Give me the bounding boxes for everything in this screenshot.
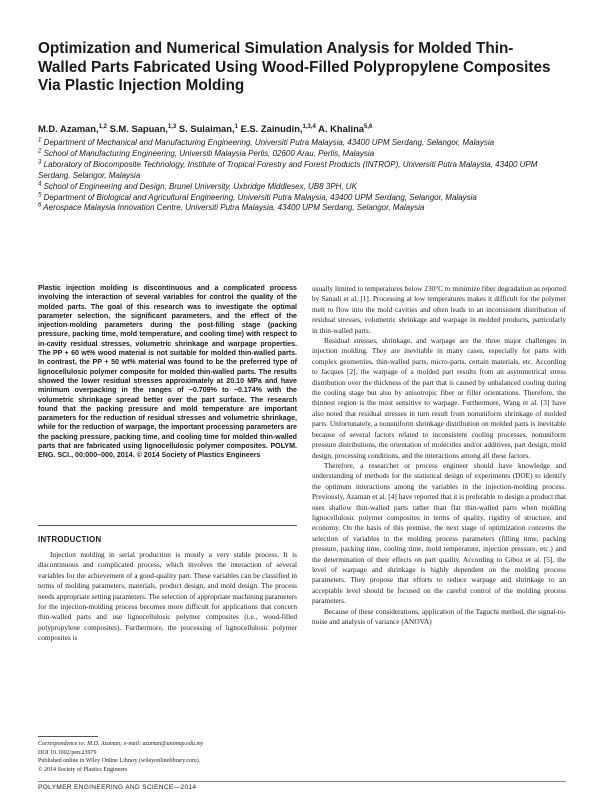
- body-paragraph: usually limited to temperatures below 230°C to minimize fiber degradation as reported by Sanadi et al. [1]. Processing at low temperatures makes it difficult for the polymer melt to flow into the mold cavities and often leads to an inconsistent distribution of residual stresses, volumetric shrinkage and warpage in molded products, particularly in thin-walled parts.: [312, 284, 566, 335]
- body-paragraph: Residual stresses, shrinkage, and warpage are the three major challenges in injection molding. They are inevitable in many cases, especially for parts with complex geometries, thin-walled parts, micro-parts, certain materials, etc. According to Jacques [2], the warpage of a molded part results from an asymmetrical stress distribution over the thickness of the part that is caused by unbalanced cooling during the cooling stage but also by anisotropic fiber or filler orientations. Therefore, the thinnest region is the most sensitive to warpage. Furthermore, Wang et al. [3] have also noted that residual stresses in turn result from nonuniform shrinkage of molded parts. Unfortunately, a nonuniform shrinkage distribution on molded parts is inevitable because of several factors related to inconsistent cooling processes, nonuniform pressure distributions, the orientation of molecules and/or additives, part design, mold design, processing conditions, and the interactions among all these factors.: [312, 336, 566, 460]
- affiliation: $^5$ Department of Biological and Agricultural Engineering, Universiti Putra Malaysia, 43400 UPM Serdang, Selangor, Malaysia: [38, 191, 477, 202]
- intro-paragraph: Injection molding in serial production is mostly a very stable process. It is discontinuous and complicated process, which involves the interaction of several variables for the achievement of a good-quality part. These variables can be classified in terms of molding parameters, materials, product design, and mold design. The process needs appropriate setting parameters. The selection of appropriate machining parameters for the injection-molding process becomes more difficult for applications that concern thin-walled parts and use lignocellulosic polymer composites (i.e., wood-filled polypropylene composites). Furthermore, the processing of lignocellulosic polymer composites is: [38, 550, 297, 643]
- section-heading-introduction: INTRODUCTION: [38, 535, 102, 544]
- body-paragraph: Therefore, a researcher or process engineer should have knowledge and understanding of methods for the statistical design of experiments (DOE) to identify the optimum interactions among the variables in the injection-molding process. Previously, Azaman et al. [4] have reported that it is preferable to design a product that uses shallow thin-walled parts rather than flat thin-walled parts when molding lignocellulosic polymer composites in terms of quality, rigidity of structure, and economy. On the basis of this premise, the next stage of optimization concerns the selection of variables in the molding process parameters (filling time, packing pressure, packing time, cooling time, mold temperature, injection pressure, etc.) and the determination of their effects on part quality. According to Giboz et al. [5], the level of warpage and shrinkage is highly dependent on the molding process parameters. They propose that efforts to reduce warpage and shrinkage to an acceptable level should be focused on the careful control of the molding process parameters.: [312, 460, 566, 606]
- paper-title: Optimization and Numerical Simulation Analysis for Molded Thin-Walled Parts Fabricated Using Wood-Filled Polypropylene Composites Via Plastic Injection Molding: [38, 40, 551, 94]
- footnote-divider: [38, 736, 98, 737]
- author-list: [38, 123, 568, 135]
- copyright-note: © 2014 Society of Plastics Engineers: [38, 766, 128, 773]
- footer-divider: [38, 781, 566, 782]
- doi-note: DOI 10.1002/pen.23979: [38, 749, 97, 756]
- author: M.D. Azaman,$^{1,2}$: [38, 123, 107, 134]
- affiliation: $^6$ Aerospace Malaysia Innovation Centre, Universiti Putra Malaysia, 43400 UPM Serdang, Selangor, Malaysia: [38, 202, 425, 213]
- affiliation: $^1$ Department of Mechanical and Manufacturing Engineering, Universiti Putra Malaysia, 43400 UPM Serdang, Selangor, Malaysia: [38, 137, 495, 147]
- author: S. Sulaiman,$^1$: [178, 123, 238, 134]
- affiliation-list: [38, 138, 568, 214]
- published-note: Published online in Wiley Online Library (wileyonlinelibrary.com).: [38, 758, 201, 764]
- affiliation: $^2$ School of Manufacturing Engineering, Universiti Malaysia Perlis, 02600 Arau, Perlis, Malaysia: [38, 148, 375, 158]
- abstract-divider: [38, 525, 297, 526]
- footnotes: [38, 740, 297, 774]
- affiliation: $^3$ Laboratory of Biocomposite Technology, Institute of Tropical Forestry and Forest Products (INTROP), Universiti Putra Malaysia, 43400 UPM Serdang, Selangor, Malaysia: [38, 159, 538, 180]
- author: S.M. Sapuan,$^{1,3}$: [109, 123, 177, 134]
- abstract: Plastic injection molding is discontinuous and a complicated process involving the interaction of several variables for control the quality of the molded parts. The goal of this research was to investigate the optimal parameter selection, the significant parameters, and the effect of the injection-molding parameters during the post-filling stage (packing pressure, packing time, mold temperature, and cooling time) with respect to in-cavity residual stresses, volumetric shrinkage and warpage properties. The PP + 60 wt% wood material is not suitable for molded thin-walled parts. In contrast, the PP + 50 wt% material was found to be the preferred type of lignocellulosic polymer composite for molded thin-walled parts. The results showed the lower residual stresses approximately at 20.10 MPa and have minimum overpacking in the ranges of −0.709% to −0.174% with the volumetric shrinkage spread better over the part surface. The research found that the packing pressure and mold temperature are important parameters for the reduction of residual stresses and volumetric shrinkage, while for the reduction of warpage, the important processing parameters are the packing pressure, packing time, and cooling time for molded thin-walled parts that are fabricated using lignocellulosic polymer composites. POLYM. ENG. SCI., 00:000–000, 2014. © 2014 Society of Plastics Engineers: [38, 284, 297, 460]
- affiliation: $^4$ School of Engineering and Design, Brunel University, Uxbridge Middlesex, UB8 3PH, UK: [38, 180, 357, 191]
- body-paragraph: Because of these considerations, application of the Taguchi method, the signal-to-noise and analysis of variance (ANOVA): [312, 606, 566, 626]
- right-column: [312, 284, 566, 627]
- running-footer: POLYMER ENGINEERING AND SCIENCE—2014: [38, 784, 197, 791]
- author: A. Khalina$^{5,6}$: [318, 123, 373, 134]
- correspondence-note: Correspondence to: M.D. Azaman; e-mail: azaman@unimap.edu.my: [38, 741, 204, 747]
- author: E.S. Zainudin,$^{1,3,4}$: [240, 123, 316, 134]
